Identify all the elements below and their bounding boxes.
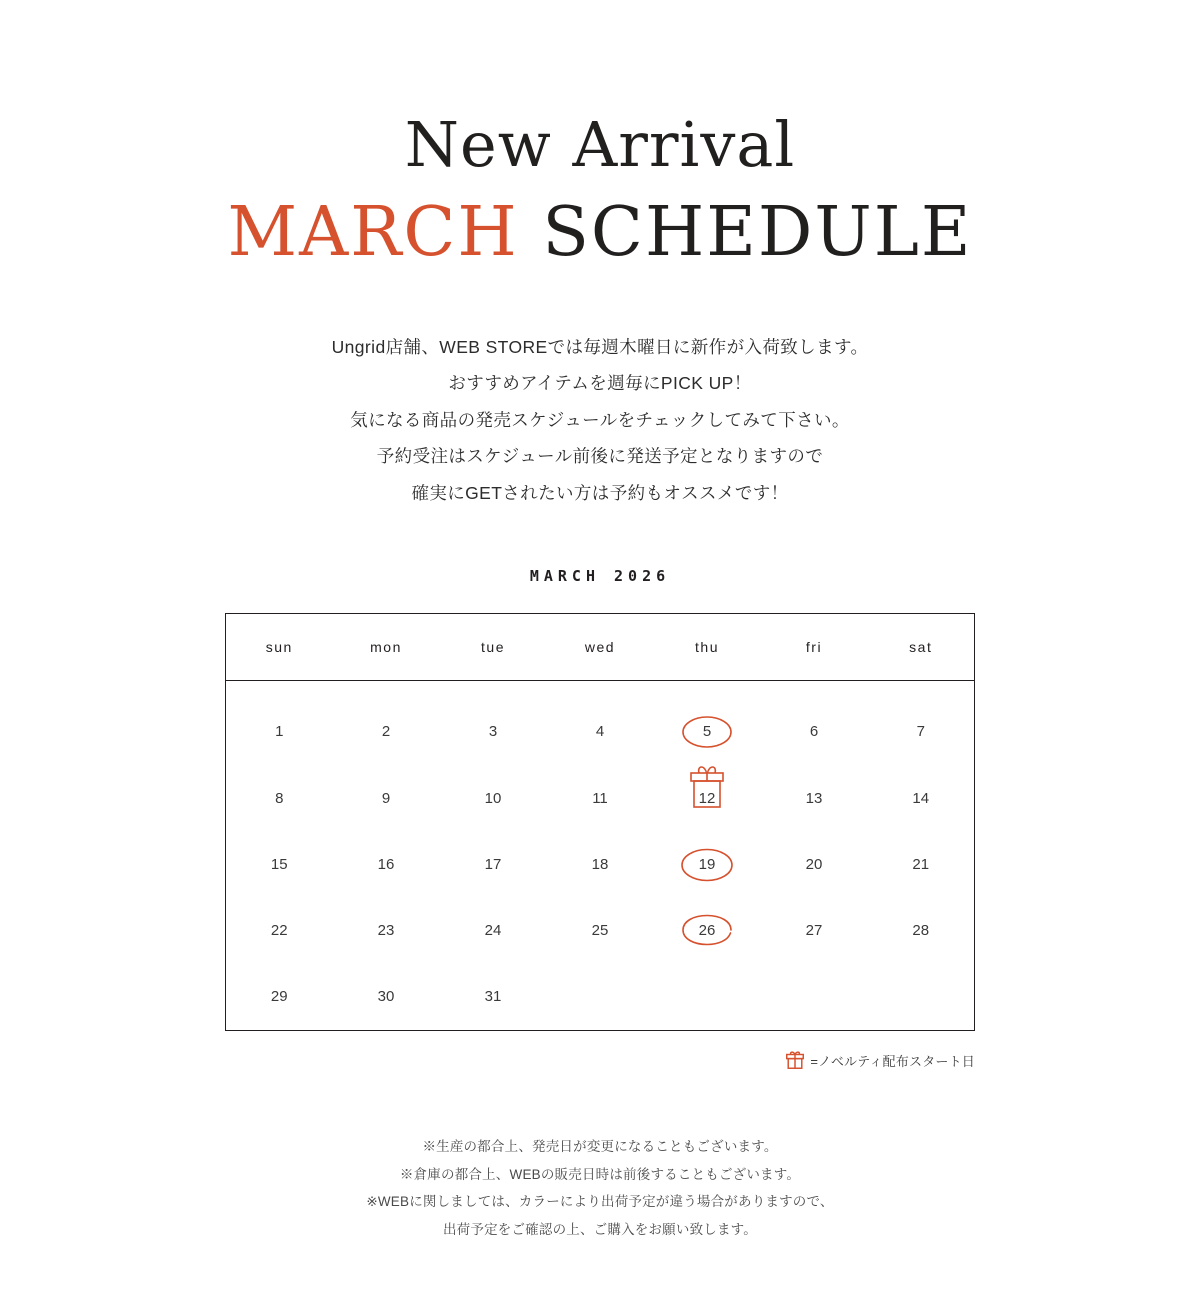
day-number: 21 [912,856,930,874]
calendar-day-cell-empty [761,964,868,1031]
day-number: 22 [270,922,288,940]
calendar-day-cell [440,898,547,964]
calendar-day-cell [868,681,975,767]
calendar-day-cell-highlight [654,681,761,767]
day-number: 26 [698,922,716,940]
calendar-day-cell [868,898,975,964]
day-number: 17 [484,856,502,874]
calendar-day-cell [440,766,547,832]
weekday-header-sat: sat [868,614,975,681]
note-line: ※倉庫の都合上、WEBの販売日時は前後することもございます。 [399,1166,801,1182]
title-block [0,0,1200,273]
calendar-day-cell [226,766,333,832]
day-number: 27 [805,922,823,940]
weekday-header-wed: wed [547,614,654,681]
calendar-day-cell [440,832,547,898]
day-number: 10 [484,790,502,808]
calendar-day-cell [761,766,868,832]
calendar-section [225,567,975,1031]
weekday-header-fri: fri [761,614,868,681]
calendar-day-cell [868,766,975,832]
calendar-day-cell-empty [868,964,975,1031]
calendar-day-cell [761,832,868,898]
day-number: 4 [595,723,605,741]
calendar-day-cell-empty [547,964,654,1031]
lead-line: 気になる商品の発売スケジュールをチェックしてみて下さい。 [350,409,850,430]
calendar-day-cell [226,964,333,1031]
page-title-schedule: SCHEDULE [518,193,973,273]
calendar-day-cell [226,832,333,898]
calendar-week-row [226,681,975,767]
note-line: ※生産の都合上、発売日が変更になることもございます。 [422,1139,778,1155]
day-number: 16 [377,856,395,874]
calendar-day-cell [333,832,440,898]
day-number: 28 [912,922,930,940]
calendar-day-cell [333,766,440,832]
lead-line: 予約受注はスケジュール前後に発送予定となりますので [376,446,824,467]
weekday-header-mon: mon [333,614,440,681]
calendar-day-cell [761,681,868,767]
day-number: 12 [698,790,716,808]
page-title-script: New Arrival [404,108,796,181]
calendar-day-cell [868,832,975,898]
weekday-header-thu: thu [654,614,761,681]
day-number: 7 [916,723,925,741]
calendar-day-cell-highlight [654,832,761,898]
gift-icon [679,759,735,821]
calendar-week-row [226,832,975,898]
calendar-day-cell-highlight [654,898,761,964]
day-number: 5 [702,723,712,741]
day-number: 9 [381,790,391,808]
weekday-header-sun: sun [226,614,333,681]
day-number: 23 [377,922,395,940]
page-title-main [0,193,1200,273]
calendar-day-cell [440,964,547,1031]
calendar-table [225,613,975,1031]
lead-line: 確実にGETされたい方は予約もオススメです！ [411,482,789,503]
page-title-month: MARCH [227,193,519,273]
day-number: 24 [484,922,502,940]
note-line: ※WEBに関しましては、カラーにより出荷予定が違う場合がありますので、 [366,1194,834,1210]
calendar-weekday-row [226,614,975,681]
note-line: 出荷予定をご確認の上、ご購入をお願い致します。 [442,1222,758,1238]
day-number: 6 [809,723,819,741]
calendar-day-cell [333,898,440,964]
day-number: 20 [805,856,823,874]
calendar-day-cell [226,681,333,767]
lead-line: Ungrid店舗、WEB STOREでは毎週木曜日に新作が入荷致します。 [331,337,869,358]
calendar-week-row [226,964,975,1031]
day-number: 2 [381,723,391,741]
day-number: 25 [591,922,609,940]
gift-icon [784,1049,806,1071]
calendar-day-cell [761,898,868,964]
calendar-day-cell [547,766,654,832]
calendar-day-cell [226,898,333,964]
day-number: 8 [275,790,284,808]
day-number: 29 [270,988,288,1006]
lead-line: おすすめアイテムを週毎にPICK UP！ [448,373,752,394]
calendar-day-cell [333,681,440,767]
calendar-body [226,681,975,1031]
lead-paragraph [0,329,1200,511]
calendar-day-cell-empty [654,964,761,1031]
day-number: 15 [270,856,288,874]
day-number: 31 [484,988,502,1006]
calendar-week-row [226,898,975,964]
notes-block [0,1133,1200,1244]
calendar-day-cell-gift [654,766,761,832]
calendar-day-cell [333,964,440,1031]
calendar-month-label: MARCH 2026 [529,567,671,586]
day-number: 30 [377,988,395,1006]
calendar-day-cell [547,898,654,964]
day-number: 19 [698,856,716,874]
calendar-day-cell [440,681,547,767]
day-number: 13 [805,790,823,808]
day-number: 14 [912,790,930,808]
day-number: 1 [275,723,284,741]
calendar-day-cell [547,832,654,898]
legend [225,1049,975,1071]
calendar-week-row [226,766,975,832]
day-number: 11 [592,790,608,808]
calendar-day-cell [547,681,654,767]
day-number: 3 [488,723,498,741]
weekday-header-tue: tue [440,614,547,681]
legend-label: =ノベルティ配布スタート日 [810,1053,975,1069]
day-number: 18 [591,856,609,874]
